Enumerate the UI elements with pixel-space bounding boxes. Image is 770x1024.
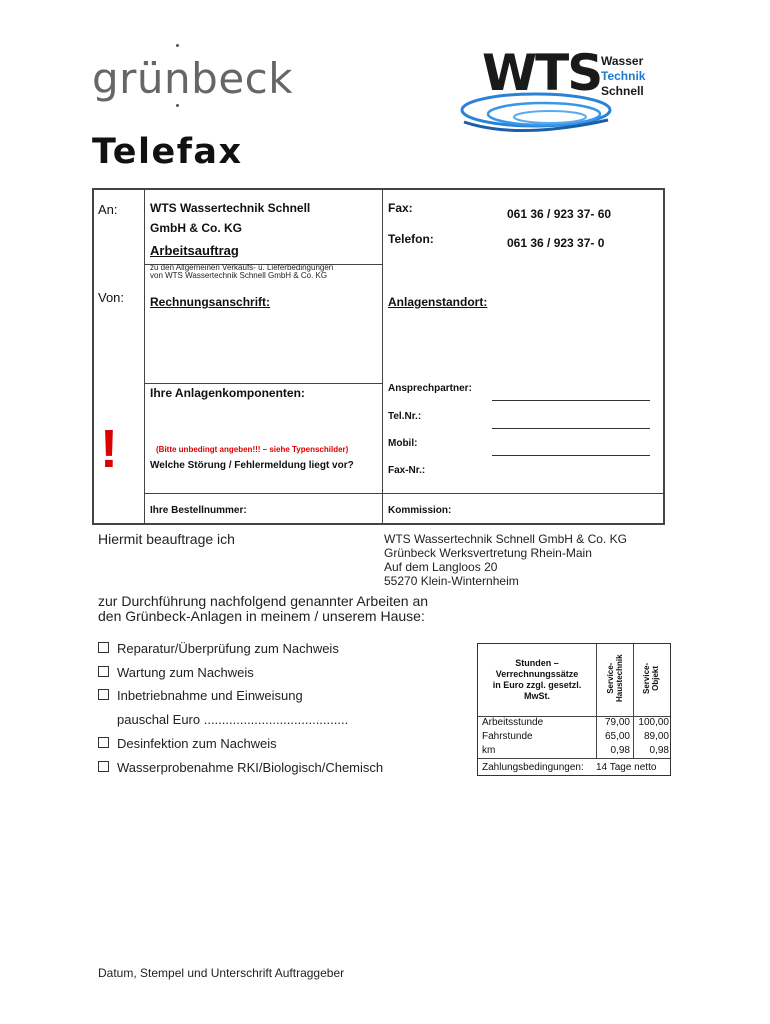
- gruenbeck-logo-text: grünbeck: [92, 54, 294, 103]
- page-title: Telefax: [92, 132, 243, 172]
- components-label: Ihre Anlagenkomponenten:: [150, 386, 305, 400]
- task-commissioning[interactable]: Inbetriebnahme und Einweisung: [98, 688, 303, 703]
- billing-address-label: Rechnungsanschrift:: [150, 295, 271, 309]
- gruenbeck-logo: [92, 40, 294, 115]
- wts-logo-letters: WTS: [482, 44, 602, 102]
- col-header-objekt: Service- Objekt: [642, 662, 660, 694]
- wts-logo-subtitle: Wasser Technik Schnell: [601, 54, 646, 98]
- intro-line-1: zur Durchführung nachfolgend genannter Arbeiten an: [98, 593, 429, 609]
- faxnr-label: Fax-Nr.:: [388, 465, 426, 476]
- rate-value: 0,98: [649, 745, 669, 756]
- contact-label: Ansprechpartner:: [388, 383, 472, 394]
- mobile-label: Mobil:: [388, 438, 418, 449]
- warning-note: (Bitte unbedingt angeben!!! – siehe Typenschilder): [156, 445, 349, 454]
- rate-row-label: km: [482, 745, 496, 756]
- rate-value: 100,00: [638, 717, 669, 728]
- rate-value: 65,00: [604, 731, 630, 742]
- warning-exclamation-icon: !: [100, 419, 118, 479]
- payment-terms-label: Zahlungsbedingungen:: [482, 762, 584, 773]
- fax-label: Fax:: [388, 201, 413, 215]
- wts-logo: [458, 42, 668, 134]
- checkbox-icon[interactable]: [98, 737, 109, 748]
- terms-line-2: von WTS Wassertechnik Schnell GmbH & Co. KG: [150, 271, 328, 280]
- site-location-label: Anlagenstandort:: [388, 295, 488, 309]
- col-header-haustechnik: Service- Haustechnik: [606, 654, 624, 702]
- rate-value: 89,00: [643, 731, 669, 742]
- fault-question: Welche Störung / Fehlermeldung liegt vor?: [150, 460, 354, 471]
- an-label: An:: [98, 202, 118, 217]
- task-water-sampling[interactable]: Wasserprobenahme RKI/Biologisch/Chemisch: [98, 760, 383, 775]
- rate-value: 79,00: [604, 717, 630, 728]
- fax-number: 061 36 / 923 37- 60: [507, 207, 612, 221]
- task-maintenance[interactable]: Wartung zum Nachweis: [98, 665, 254, 680]
- contact-field[interactable]: [492, 399, 650, 401]
- rate-value: 0,98: [610, 745, 630, 756]
- phone-number: 061 36 / 923 37- 0: [507, 236, 605, 250]
- fax-form-frame: [92, 188, 665, 525]
- commission-label: Kommission:: [388, 505, 452, 516]
- recipient-company: GmbH & Co. KG: [150, 221, 242, 235]
- terms-line-1: zu den Allgemeinen Verkaufs- u. Lieferbedingungen: [150, 263, 334, 272]
- task-repair[interactable]: Reparatur/Überprüfung zum Nachweis: [98, 641, 339, 656]
- rate-table: [477, 643, 671, 776]
- phone-label: Telefon:: [388, 232, 434, 246]
- order-number-label: Ihre Bestellnummer:: [150, 505, 247, 516]
- tel-label: Tel.Nr.:: [388, 411, 422, 422]
- intro-line-2: den Grünbeck-Anlagen in meinem / unserem Hause:: [98, 608, 425, 624]
- von-label: Von:: [98, 290, 125, 305]
- hereby-text: Hiermit beauftrage ich: [98, 531, 235, 547]
- payment-terms-value: 14 Tage netto: [596, 762, 657, 773]
- checkbox-icon[interactable]: [98, 761, 109, 772]
- contractor-address: WTS Wassertechnik Schnell GmbH & Co. KG Grünbeck Werksvertretung Rhein-Main Auf dem Langloos 20 55270 Klein-Winternheim: [384, 532, 627, 588]
- signature-line-label: Datum, Stempel und Unterschrift Auftraggeber: [98, 966, 345, 980]
- order-type-label: Arbeitsauftrag: [150, 243, 239, 258]
- rate-table-header: Stunden – Verrechnungssätze in Euro zzgl. gesetzl. MwSt.: [492, 658, 582, 701]
- rate-row-label: Fahrstunde: [482, 731, 533, 742]
- task-disinfection[interactable]: Desinfektion zum Nachweis: [98, 736, 277, 751]
- flat-rate-line: pauschal Euro ........................................: [117, 712, 349, 727]
- mobile-field[interactable]: [492, 454, 650, 456]
- checkbox-icon[interactable]: [98, 666, 109, 677]
- tel-field[interactable]: [492, 427, 650, 429]
- rate-row-label: Arbeitsstunde: [482, 717, 544, 728]
- checkbox-icon[interactable]: [98, 689, 109, 700]
- recipient-name: WTS Wassertechnik Schnell: [150, 201, 311, 215]
- checkbox-icon[interactable]: [98, 642, 109, 653]
